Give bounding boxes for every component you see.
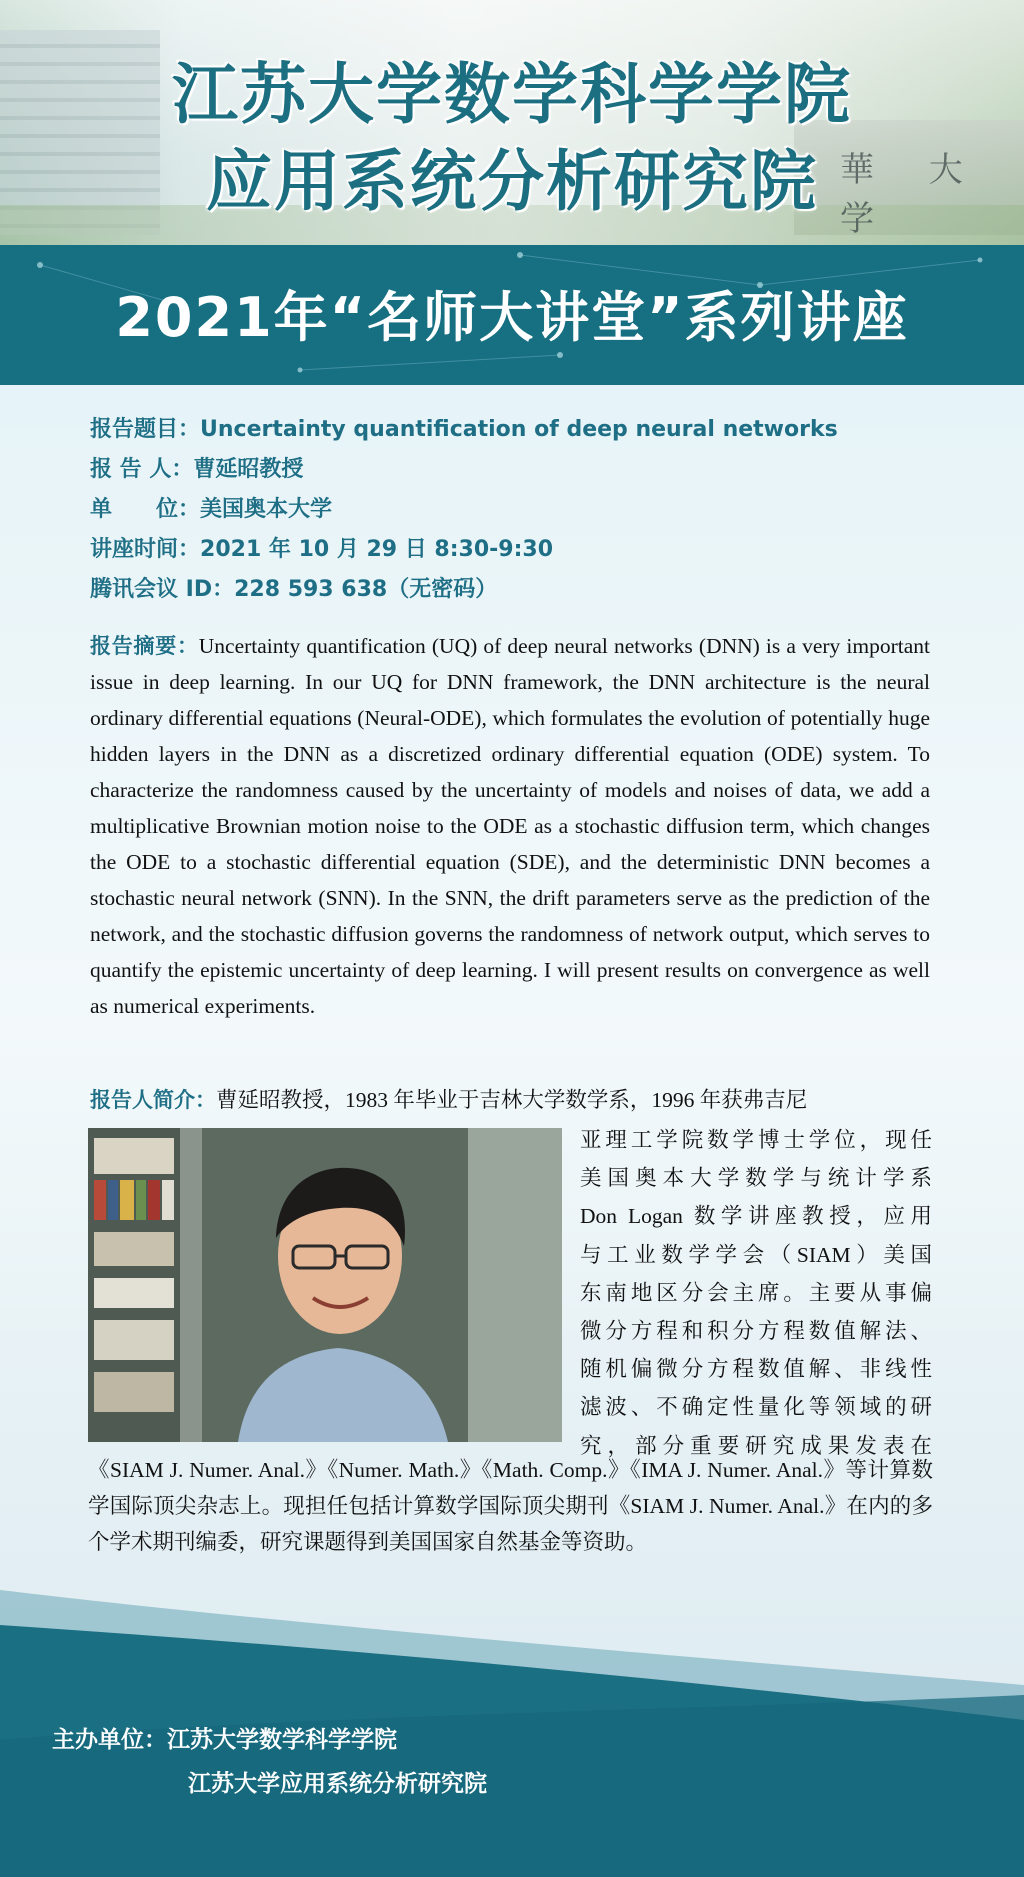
time-label: 讲座时间： — [90, 537, 201, 562]
bio-continued: 《SIAM J. Numer. Anal.》《Numer. Math.》《Math. Comp.》《IMA J. Numer. Anal.》等计算数学国际顶尖杂志上。现担任包括计算数学国际顶尖期刊《SIAM J. Numer. Anal.》在内的多个学术期刊编委，研究课题得到美国国家自然基金等资助。 — [88, 1458, 933, 1554]
organizer-label: 主办单位： — [52, 1727, 167, 1753]
abstract — [90, 628, 930, 1024]
bio-first-line — [90, 1082, 930, 1118]
time-value: 2021 年 10 月 29 日 8:30-9:30 — [200, 537, 554, 562]
speaker-value: 曹延昭教授 — [193, 457, 304, 482]
topic-value: Uncertainty quantification of deep neural networks — [200, 417, 838, 442]
speaker-row — [90, 450, 970, 490]
institute-title: 应用系统分析研究院 — [206, 143, 818, 220]
bio-right-line: 与工业数学学会（SIAM）美国 — [580, 1242, 932, 1267]
bio-right-line: 究，部分重要研究成果发表在 — [580, 1433, 932, 1458]
series-title: 2021年“名师大讲堂”系列讲座 — [115, 286, 909, 349]
meeting-row — [90, 570, 970, 610]
unit-row — [90, 490, 970, 530]
header-campus-photo — [0, 0, 1024, 245]
abstract-label: 报告摘要： — [90, 634, 199, 658]
organizer-row-1 — [52, 1718, 487, 1762]
bio-right-line: 亚理工学院数学博士学位，现任 — [580, 1128, 932, 1152]
bio-right-line: Don Logan 数学讲座教授，应用 — [580, 1204, 932, 1229]
speaker-label: 报 告 人： — [90, 457, 194, 482]
organizer-row-2 — [52, 1762, 487, 1806]
speaker-photo — [88, 1128, 562, 1442]
series-banner — [0, 245, 1024, 385]
topic-label: 报告题目： — [90, 417, 201, 442]
meeting-label: 腾讯会议 ID： — [90, 577, 235, 602]
meeting-value: 228 593 638（无密码） — [234, 577, 498, 602]
speaker-portrait-illustration — [88, 1128, 562, 1442]
time-row — [90, 530, 970, 570]
lecture-info — [90, 410, 970, 610]
bio-right-line: 随机偏微分方程数值解、非线性 — [580, 1357, 932, 1382]
bio-right-line: 微分方程和积分方程数值解法、 — [580, 1318, 932, 1343]
organizer-1: 江苏大学数学科学学院 — [167, 1727, 397, 1753]
bio-right-line: 美国奥本大学数学与统计学系 — [580, 1166, 932, 1191]
abstract-text: Uncertainty quantification (UQ) of deep neural networks (DNN) is a very important issue in deep learning. In our UQ for DNN framework, the DNN architecture is the neural ordinary differential equations (Neural-ODE), which formulates the evolution of potentially huge hidden layers in the DNN as a discretized ordinary differential equation (ODE) system. To characterize the randomness caused by the uncertainty of models and noises of data, we add a multiplicative Brownian motion noise to the ODE as a stochastic diffusion term, which changes the ODE to a stochastic differential equation (SDE), and the deterministic DNN becomes a stochastic neural network (SNN). In the SNN, the drift parameters serve as the prediction of the network, and the stochastic diffusion governs the randomness of network output, which serves to quantify the epistemic uncertainty of deep learning. I will present results on convergence as well as numerical experiments. — [90, 634, 930, 1018]
bio-right-line: 滤波、不确定性量化等领域的研 — [580, 1395, 932, 1420]
school-title: 江苏大学数学科学学院 — [172, 56, 852, 133]
topic-row — [90, 410, 970, 450]
stone-inscription: 華 大 学 — [840, 150, 985, 239]
bio-right-column — [580, 1121, 932, 1465]
bio-first-text: 曹延昭教授，1983 年毕业于吉林大学数学系，1996 年获弗吉尼 — [216, 1088, 808, 1112]
bio-right-line: 东南地区分会主席。主要从事偏 — [580, 1280, 932, 1305]
bio-label: 报告人简介： — [90, 1088, 216, 1112]
unit-label: 单 位： — [90, 497, 201, 522]
organizer-2: 江苏大学应用系统分析研究院 — [188, 1771, 487, 1797]
organizers — [52, 1718, 487, 1806]
unit-value: 美国奥本大学 — [200, 497, 333, 522]
